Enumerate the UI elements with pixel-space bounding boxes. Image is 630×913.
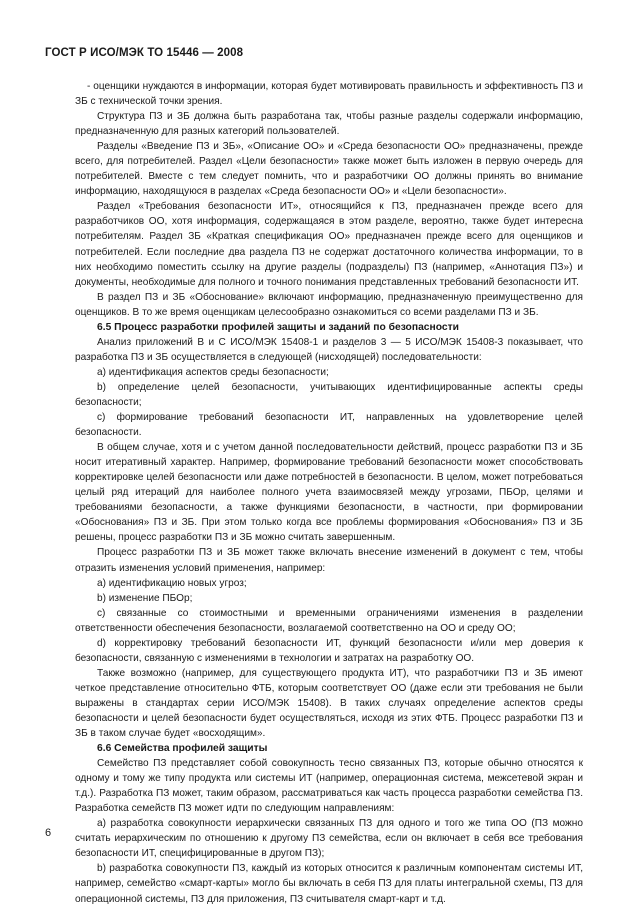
paragraph: Анализ приложений В и С ИСО/МЭК 15408-1 и разделов 3 — 5 ИСО/МЭК 15408-3 показывает, что разработка ПЗ и ЗБ осуществляется в следующей (нисходящей) последовательности:	[75, 336, 583, 363]
document-header: ГОСТ Р ИСО/МЭК ТО 15446 — 2008	[45, 47, 244, 59]
paragraph: В раздел ПЗ и ЗБ «Обоснование» включают информацию, предназначенную преимущественно для оценщиков. В то же время оценщикам целесообразно ознакомиться со всеми разделами ПЗ и ЗБ.	[75, 291, 583, 318]
paragraph: Структура ПЗ и ЗБ должна быть разработана так, чтобы разные разделы содержали информацию, предназначенную для разных категорий пользователей.	[75, 111, 583, 138]
page-number: 6	[45, 827, 52, 839]
section-heading-6-6: 6.6 Семейства профилей защиты	[97, 743, 268, 755]
paragraph: Процесс разработки ПЗ и ЗБ может также включать внесение изменений в документ с тем, чтобы отразить изменения условий применения, например:	[75, 547, 583, 574]
list-item: а) идентификация аспектов среды безопасности;	[97, 366, 329, 378]
list-item: d) корректировку требований безопасности ИТ, функций безопасности и/или мер доверия к безопасности, связанную с изменениями в технологии и затратах на разработку ОО.	[75, 637, 583, 664]
list-item: b) определение целей безопасности, учитывающих идентифицированные аспекты среды безопасности;	[75, 381, 583, 408]
list-item: b) разработка совокупности ПЗ, каждый из которых относится к различным компонентам системы ИТ, например, семейство «смарт-карты» могло бы включать в себя ПЗ для платы интегральной схемы, ПЗ для операционной системы, ПЗ для приложения, ПЗ считывателя смарт-карт и т.д.	[75, 863, 583, 905]
list-item: с) связанные со стоимостными и временными ограничениями изменения в разделении ответственности обеспечения безопасности, возлагаемой соответственно на ОО и среду ОО;	[75, 607, 583, 634]
paragraph: Разделы «Введение ПЗ и ЗБ», «Описание ОО» и «Среда безопасности ОО» предназначены, прежде всего, для потребителей. Раздел «Цели безопасности» также может быть изложен в первую очередь для потребителей. Вместе с тем следует помнить, что и разработчики ОО должны принять во внимание информацию, находящуюся в разделах «Среда безопасности ОО» и «Цели безопасности».	[75, 141, 583, 198]
paragraph: Также возможно (например, для существующего продукта ИТ), что разработчики ПЗ и ЗБ имеют четкое представление относительно ФТБ, которым соответствует ОО (даже если эти требования не были выражены в стандартах серии ИСО/МЭК 15408). В таких случаях определение аспектов среды безопасности и целей безопасности будет осуществляться, исходя из этих ФТБ. Процесс разработки ПЗ и ЗБ в таком случае будет «восходящим».	[75, 667, 583, 740]
paragraph: В общем случае, хотя и с учетом данной последовательности действий, процесс разработки ПЗ и ЗБ носит итеративный характер. Например, формирование требований безопасности может способствовать корректировке целей безопасности или даже потребностей в безопасности. В целом, может потребоваться целый ряд итераций для наиболее полного учета взаимосвязей между угрозами, ПБОр, целями и требованиями безопасности, а также функциями безопасности, в частности, при формировании «Обоснования» ПЗ и ЗБ. При этом только когда все проблемы формирования «Обоснования» ПЗ и ЗБ решены, процесс разработки ПЗ и ЗБ можно считать завершенным.	[75, 442, 583, 544]
document-body	[75, 79, 583, 907]
paragraph: Раздел «Требования безопасности ИТ», относящийся к ПЗ, предназначен прежде всего для разработчиков ОО, хотя информация, содержащаяся в этом разделе, вероятно, также будет интересна потребителям. Раздел ЗБ «Краткая спецификация ОО» предназначен прежде всего для оценщиков и потребителей. Если последние два раздела ПЗ не содержат достаточного количества информации, то в них необходимо поместить ссылку на другие разделы (подразделы) ПЗ (например, «Аннотация ПЗ») и документы, необходимые для полного и точного понимания представленных требований безопасности ИТ.	[75, 201, 583, 288]
list-item: а) идентификацию новых угроз;	[97, 577, 247, 589]
list-item: b) изменение ПБОр;	[97, 592, 193, 604]
paragraph: - оценщики нуждаются в информации, которая будет мотивировать правильность и эффективность ПЗ и ЗБ с технической точки зрения.	[75, 81, 583, 108]
list-item: а) разработка совокупности иерархически связанных ПЗ для одного и того же типа ОО (ПЗ можно считать иерархическим по отношению к другому ПЗ семейства, если он включает в себя все требования безопасности ИТ, специфицированные в другом ПЗ);	[75, 818, 583, 860]
section-heading-6-5: 6.5 Процесс разработки профилей защиты и заданий по безопасности	[97, 321, 459, 333]
paragraph: Семейство ПЗ представляет собой совокупность тесно связанных ПЗ, которые обычно относятся к одному и тому же типу продукта или системы ИТ (например, операционная система, межсетевой экран и т.д.). Разработка ПЗ может, таким образом, рассматриваться как часть процесса разработки семейства ПЗ. Разработка семейств ПЗ может идти по следующим направлениям:	[75, 758, 583, 815]
list-item: с) формирование требований безопасности ИТ, направленных на удовлетворение целей безопасности.	[75, 412, 583, 439]
